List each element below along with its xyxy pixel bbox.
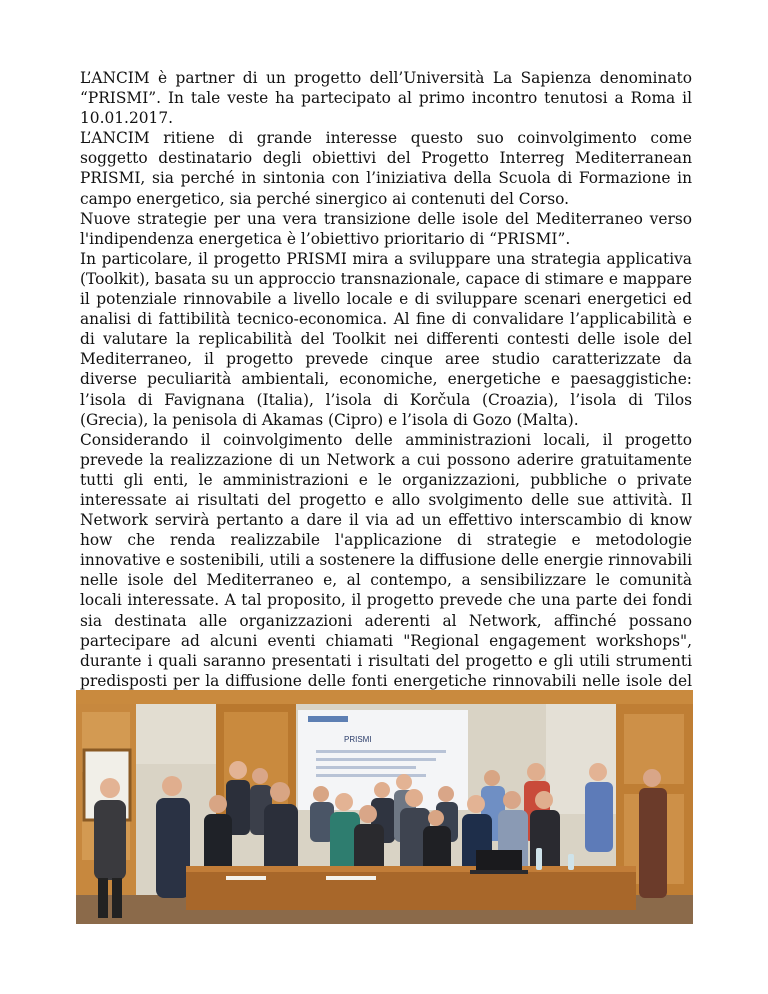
paragraph-network: Considerando il coinvolgimento delle amministrazioni locali, il progetto prevede la realizzazione di un Network a cui possono aderire gratuitamente tutti gli enti, le amministrazioni e le organizzazioni, pubbliche o private interessate ai risultati del progetto e allo svolgimento delle sue attività. Il Network servirà pertanto a dare il via ad un effettivo interscambio di know how che renda realizzabile l'applicazione di strategie e metodologie innovative e sostenibili, utili a sostenere la diffusione delle energie rinnovabili nelle isole del Mediterraneo e, al contempo, a sensibilizzare le comunità locali interessate. A tal proposito, il progetto prevede che una parte dei fondi sia destinata alle organizzazioni aderenti al Network, affinché possano partecipare ad alcuni eventi chiamati "Regional engagement workshops", durante i quali saranno presentati i risultati del progetto e gli utili strumenti predisposti per la diffusione delle fonti energetiche rinnovabili nelle isole del (80, 430, 692, 690)
group-meeting-photo (76, 690, 693, 924)
paragraph-interest: L’ANCIM ritiene di grande interesse questo suo coinvolgimento come soggetto destinatario degli obiettivi del Progetto Interreg Mediterranean PRISMI, sia perché in sintonia con l’iniziativa della Scuola di Formazione in campo energetico, sia perché sinergico ai contenuti del Corso. (80, 129, 692, 208)
paragraph-strategies: Nuove strategie per una vera transizione delle isole del Mediterraneo verso l'indipendenza energetica è l’obiettivo prioritario di “PRISMI”. (80, 209, 692, 248)
paragraph-intro: L’ANCIM è partner di un progetto dell’Università La Sapienza denominato “PRISMI”. In tale veste ha partecipato al primo incontro tenutosi a Roma il 10.01.2017. (80, 69, 692, 128)
paragraph-toolkit: In particolare, il progetto PRISMI mira a sviluppare una strategia applicativa (Toolkit), basata su un approccio transnazionale, capace di stimare e mappare il potenziale rinnovabile a livello locale e di sviluppare scenari energetici ed analisi di fattibilità tecnico-economica. Al fine di convalidare l’applicabilità e di valutare la replicabilità del Toolkit nei differenti contesti delle isole del Mediterraneo, il progetto prevede cinque aree studio caratterizzate da diverse peculiarità ambientali, economiche, energetiche e paesaggistiche: l’isola di Favignana (Italia), l’isola di Korčula (Croazia), l’isola di Tilos (Grecia), la penisola di Akamas (Cipro) e l’isola di Gozo (Malta). (80, 249, 692, 429)
article-body (80, 68, 692, 711)
projected-slide-heading: PRISMI (344, 735, 372, 744)
